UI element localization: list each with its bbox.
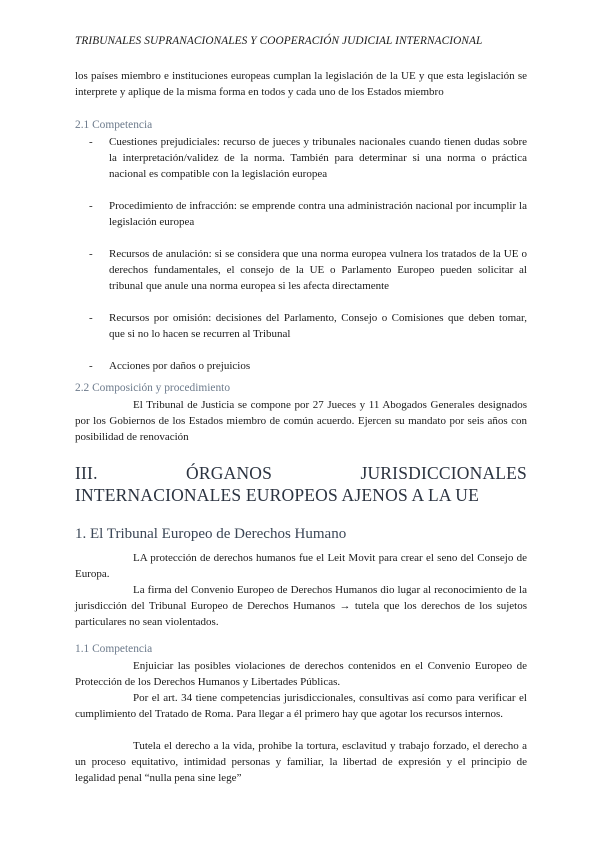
competencia-paragraph-2: Por el art. 34 tiene competencias jurisdiccionales, consultivas así como para verificar el cumplimiento del Tratado de Roma. Para llegar a él primero hay que agotar los recursos internos. [75, 692, 527, 720]
section-iii-heading: III. ÓRGANOS JURISDICCIONALES INTERNACIONALES EUROPEOS AJENOS A LA UE [75, 463, 527, 505]
tedh-paragraph-2: La firma del Convenio Europeo de Derechos Humanos dio lugar al reconocimiento de la jurisdicción del Tribunal Europeo de Derechos Humanos → tutela que los derechos de los sujetos particulares no sean violentados. [75, 584, 527, 628]
competencia-paragraph-1: Enjuiciar las posibles violaciones de derechos contenidos en el Convenio Europeo de Protección de los Derechos Humanos y Libertades Públicas. [75, 660, 527, 688]
page-content [75, 68, 527, 786]
intro-paragraph: los países miembro e instituciones europeas cumplan la legislación de la UE y que esta legislación se interprete y aplique de la misma forma en todos y cada uno de los Estados miembro [75, 70, 527, 98]
running-header: TRIBUNALES SUPRANACIONALES Y COOPERACIÓN JUDICIAL INTERNACIONAL [75, 35, 483, 47]
competencia-list [75, 134, 527, 374]
list-item: - Acciones por daños o prejuicios [89, 360, 251, 372]
section-1-heading: 1. El Tribunal Europeo de Derechos Humano [75, 526, 347, 542]
list-item: - Recursos por omisión: decisiones del Parlamento, Consejo o Comisiones que deben tomar, que si no lo hacen se recurren al Tribunal [89, 312, 527, 340]
section-2-2-heading: 2.2 Composición y procedimiento [75, 382, 231, 394]
section-1-1-heading: 1.1 Competencia [75, 643, 153, 655]
section-2-1-heading: 2.1 Competencia [75, 119, 153, 131]
list-item: - Cuestiones prejudiciales: recurso de jueces y tribunales nacionales cuando tienen dudas sobre la interpretación/validez de la norma. También para determinar si una norma o práctica nacional es compatible con la legislación europea [89, 136, 527, 180]
competencia-paragraph-3: Tutela el derecho a la vida, prohibe la tortura, esclavitud y trabajo forzado, el derecho a un proceso equitativo, intimidad personas y familiar, la libertad de expresión y el principio de legalidad penal “nulla pena sine lege” [75, 740, 527, 784]
list-item: - Recursos de anulación: si se considera que una norma europea vulnera los tratados de la UE o derechos fundamentales, el consejo de la UE o Parlamento Europeo pueden solicitar al tribunal que anule una norma europea si les afecta directamente [89, 248, 527, 292]
list-item: - Procedimiento de infracción: se emprende contra una administración nacional por incumplir la legislación europea [89, 200, 527, 228]
composicion-paragraph: El Tribunal de Justicia se compone por 27 Jueces y 11 Abogados Generales designados por los Gobiernos de los Estados miembro de común acuerdo. Ejercen su mandato por seis años con posibilidad de renovación [75, 399, 527, 443]
tedh-paragraph-1: LA protección de derechos humanos fue el Leit Movit para crear el seno del Consejo de Europa. [75, 552, 527, 580]
